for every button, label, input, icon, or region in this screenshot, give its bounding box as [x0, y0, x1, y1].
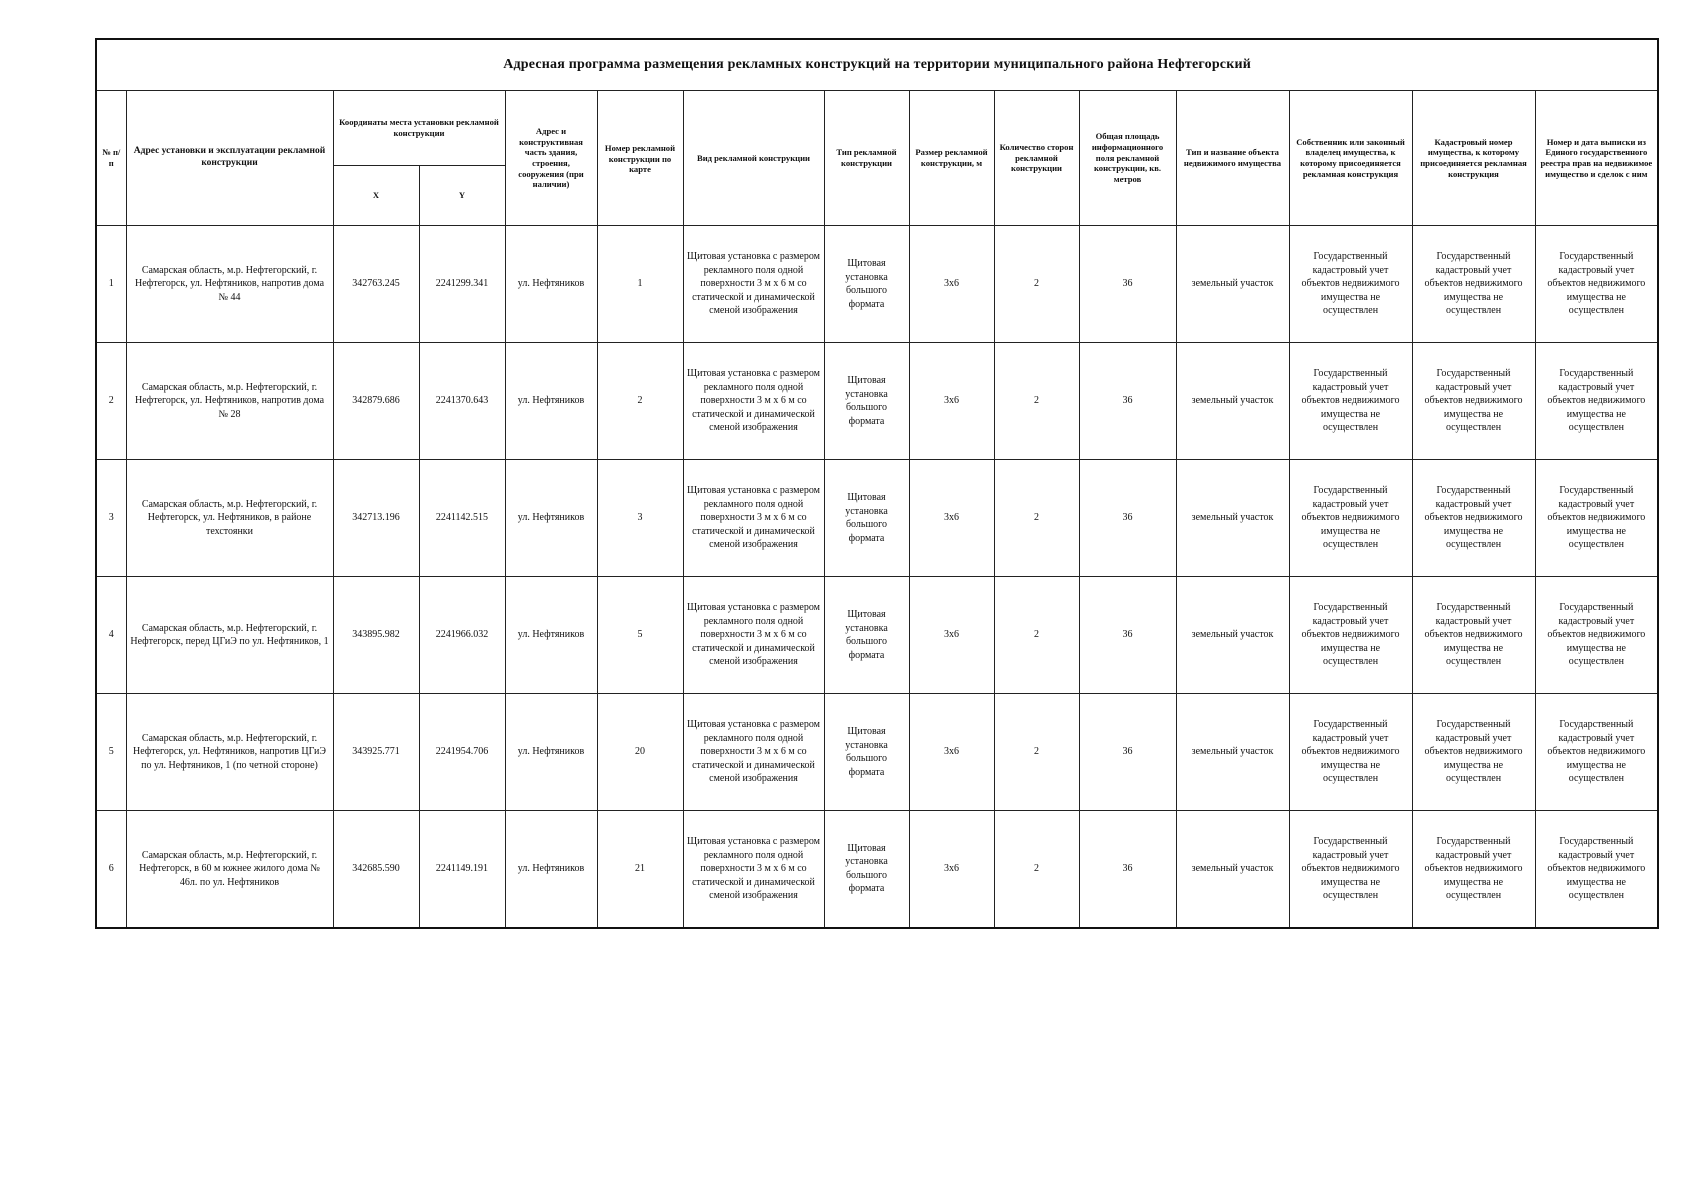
header-object: Тип и название объекта недвижимого имущества [1176, 91, 1289, 226]
registry-cell: Государственный кадастровый учет объектов недвижимого имущества не осуществлен [1535, 577, 1658, 694]
table-row [96, 343, 1658, 460]
cadastral-cell: Государственный кадастровый учет объектов недвижимого имущества не осуществлен [1412, 811, 1535, 928]
building-cell: ул. Нефтяников [505, 694, 597, 811]
size-cell: 3х6 [909, 460, 994, 577]
map-number-cell: 5 [597, 577, 683, 694]
building-cell: ул. Нефтяников [505, 226, 597, 343]
coord-y-cell: 2241299.341 [419, 226, 505, 343]
header-coordinates: Координаты места установки рекламной конструкции [333, 91, 505, 166]
object-cell: земельный участок [1176, 226, 1289, 343]
kind-cell: Щитовая установка с размером рекламного поля одной поверхности 3 м х 6 м со статической и динамической сменой изображения [683, 343, 824, 460]
type-cell: Щитовая установка большого формата [824, 694, 909, 811]
area-cell: 36 [1079, 694, 1176, 811]
cadastral-cell: Государственный кадастровый учет объектов недвижимого имущества не осуществлен [1412, 694, 1535, 811]
table-row [96, 694, 1658, 811]
header-num: № п/п [96, 91, 126, 226]
area-cell: 36 [1079, 343, 1176, 460]
header-type: Тип рекламной конструкции [824, 91, 909, 226]
building-cell: ул. Нефтяников [505, 343, 597, 460]
map-number-cell: 1 [597, 226, 683, 343]
header-kind: Вид рекламной конструкции [683, 91, 824, 226]
coord-x-cell: 343925.771 [333, 694, 419, 811]
sides-cell: 2 [994, 226, 1079, 343]
sides-cell: 2 [994, 694, 1079, 811]
address-cell: Самарская область, м.р. Нефтегорский, г. Нефтегорск, ул. Нефтяников, напротив дома № 28 [126, 343, 333, 460]
owner-cell: Государственный кадастровый учет объектов недвижимого имущества не осуществлен [1289, 577, 1412, 694]
coord-y-cell: 2241149.191 [419, 811, 505, 928]
header-cadastral: Кадастровый номер имущества, к которому присоединяется рекламная конструкция [1412, 91, 1535, 226]
registry-cell: Государственный кадастровый учет объектов недвижимого имущества не осуществлен [1535, 460, 1658, 577]
address-cell: Самарская область, м.р. Нефтегорский, г. Нефтегорск, перед ЦГиЭ по ул. Нефтяников, 1 [126, 577, 333, 694]
table-body [96, 226, 1658, 928]
coord-y-cell: 2241142.515 [419, 460, 505, 577]
cadastral-cell: Государственный кадастровый учет объектов недвижимого имущества не осуществлен [1412, 226, 1535, 343]
header-sides: Количество сторон рекламной конструкции [994, 91, 1079, 226]
area-cell: 36 [1079, 577, 1176, 694]
row-number: 5 [96, 694, 126, 811]
header-y: Y [419, 166, 505, 226]
header-registry: Номер и дата выписки из Единого государственного реестра прав на недвижимое имущество и сделок с ним [1535, 91, 1658, 226]
object-cell: земельный участок [1176, 577, 1289, 694]
registry-cell: Государственный кадастровый учет объектов недвижимого имущества не осуществлен [1535, 811, 1658, 928]
sides-cell: 2 [994, 460, 1079, 577]
building-cell: ул. Нефтяников [505, 460, 597, 577]
sides-cell: 2 [994, 343, 1079, 460]
type-cell: Щитовая установка большого формата [824, 577, 909, 694]
header-size: Размер рекламной конструкции, м [909, 91, 994, 226]
size-cell: 3х6 [909, 694, 994, 811]
kind-cell: Щитовая установка с размером рекламного поля одной поверхности 3 м х 6 м со статической и динамической сменой изображения [683, 577, 824, 694]
header-map-number: Номер рекламной конструкции по карте [597, 91, 683, 226]
map-number-cell: 20 [597, 694, 683, 811]
map-number-cell: 2 [597, 343, 683, 460]
building-cell: ул. Нефтяников [505, 811, 597, 928]
table-row [96, 811, 1658, 928]
sides-cell: 2 [994, 811, 1079, 928]
area-cell: 36 [1079, 811, 1176, 928]
type-cell: Щитовая установка большого формата [824, 460, 909, 577]
row-number: 4 [96, 577, 126, 694]
size-cell: 3х6 [909, 811, 994, 928]
address-cell: Самарская область, м.р. Нефтегорский, г. Нефтегорск, ул. Нефтяников, напротив ЦГиЭ по ул. Нефтяников, 1 (по четной стороне) [126, 694, 333, 811]
coord-y-cell: 2241954.706 [419, 694, 505, 811]
kind-cell: Щитовая установка с размером рекламного поля одной поверхности 3 м х 6 м со статической и динамической сменой изображения [683, 811, 824, 928]
type-cell: Щитовая установка большого формата [824, 226, 909, 343]
area-cell: 36 [1079, 226, 1176, 343]
header-owner: Собственник или законный владелец имущества, к которому присоединяется рекламная конструкция [1289, 91, 1412, 226]
registry-cell: Государственный кадастровый учет объектов недвижимого имущества не осуществлен [1535, 694, 1658, 811]
address-cell: Самарская область, м.р. Нефтегорский, г. Нефтегорск, в 60 м южнее жилого дома № 46л. по ул. Нефтяников [126, 811, 333, 928]
owner-cell: Государственный кадастровый учет объектов недвижимого имущества не осуществлен [1289, 811, 1412, 928]
cadastral-cell: Государственный кадастровый учет объектов недвижимого имущества не осуществлен [1412, 577, 1535, 694]
size-cell: 3х6 [909, 226, 994, 343]
object-cell: земельный участок [1176, 343, 1289, 460]
coord-y-cell: 2241966.032 [419, 577, 505, 694]
object-cell: земельный участок [1176, 811, 1289, 928]
coord-x-cell: 343895.982 [333, 577, 419, 694]
size-cell: 3х6 [909, 577, 994, 694]
coord-x-cell: 342685.590 [333, 811, 419, 928]
map-number-cell: 21 [597, 811, 683, 928]
row-number: 6 [96, 811, 126, 928]
address-cell: Самарская область, м.р. Нефтегорский, г. Нефтегорск, ул. Нефтяников, напротив дома № 44 [126, 226, 333, 343]
owner-cell: Государственный кадастровый учет объектов недвижимого имущества не осуществлен [1289, 226, 1412, 343]
kind-cell: Щитовая установка с размером рекламного поля одной поверхности 3 м х 6 м со статической и динамической сменой изображения [683, 226, 824, 343]
building-cell: ул. Нефтяников [505, 577, 597, 694]
row-number: 2 [96, 343, 126, 460]
type-cell: Щитовая установка большого формата [824, 343, 909, 460]
cadastral-cell: Государственный кадастровый учет объектов недвижимого имущества не осуществлен [1412, 343, 1535, 460]
area-cell: 36 [1079, 460, 1176, 577]
type-cell: Щитовая установка большого формата [824, 811, 909, 928]
table-row [96, 577, 1658, 694]
coord-x-cell: 342713.196 [333, 460, 419, 577]
address-cell: Самарская область, м.р. Нефтегорский, г. Нефтегорск, ул. Нефтяников, в районе техстоянки [126, 460, 333, 577]
row-number: 1 [96, 226, 126, 343]
table-row [96, 226, 1658, 343]
registry-cell: Государственный кадастровый учет объектов недвижимого имущества не осуществлен [1535, 343, 1658, 460]
object-cell: земельный участок [1176, 460, 1289, 577]
document-title: Адресная программа размещения рекламных конструкций на территории муниципального района Нефтегорский [96, 39, 1658, 91]
sides-cell: 2 [994, 577, 1079, 694]
owner-cell: Государственный кадастровый учет объектов недвижимого имущества не осуществлен [1289, 460, 1412, 577]
coord-y-cell: 2241370.643 [419, 343, 505, 460]
row-number: 3 [96, 460, 126, 577]
coord-x-cell: 342763.245 [333, 226, 419, 343]
header-x: X [333, 166, 419, 226]
header-area: Общая площадь информационного поля рекламной конструкции, кв. метров [1079, 91, 1176, 226]
header-address: Адрес установки и эксплуатации рекламной конструкции [126, 91, 333, 226]
map-number-cell: 3 [597, 460, 683, 577]
header-building: Адрес и конструктивная часть здания, строения, сооружения (при наличии) [505, 91, 597, 226]
coord-x-cell: 342879.686 [333, 343, 419, 460]
kind-cell: Щитовая установка с размером рекламного поля одной поверхности 3 м х 6 м со статической и динамической сменой изображения [683, 694, 824, 811]
size-cell: 3х6 [909, 343, 994, 460]
registry-cell: Государственный кадастровый учет объектов недвижимого имущества не осуществлен [1535, 226, 1658, 343]
object-cell: земельный участок [1176, 694, 1289, 811]
advertising-program-table [95, 38, 1659, 929]
owner-cell: Государственный кадастровый учет объектов недвижимого имущества не осуществлен [1289, 343, 1412, 460]
kind-cell: Щитовая установка с размером рекламного поля одной поверхности 3 м х 6 м со статической и динамической сменой изображения [683, 460, 824, 577]
owner-cell: Государственный кадастровый учет объектов недвижимого имущества не осуществлен [1289, 694, 1412, 811]
table-row [96, 460, 1658, 577]
cadastral-cell: Государственный кадастровый учет объектов недвижимого имущества не осуществлен [1412, 460, 1535, 577]
